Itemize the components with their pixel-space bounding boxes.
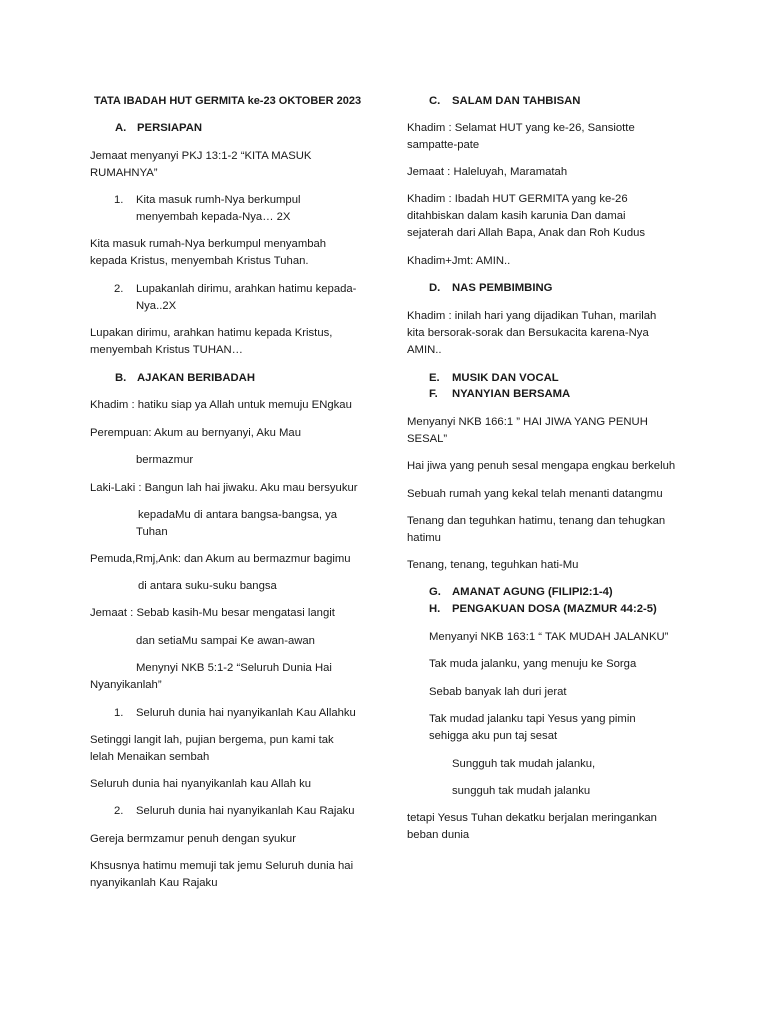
speaker-line: Jemaat : Sebab kasih-Mu besar mengatasi langit — [90, 607, 335, 619]
verse-line: Seluruh dunia hai nyanyikanlah Kau Rajaku — [136, 805, 355, 817]
song-intro-line: Menyanyi NKB 163:1 “ TAK MUDAH JALANKU” — [429, 631, 669, 643]
lyric-line: sungguh tak mudah jalanku — [452, 785, 591, 797]
verse-3-marker: 1. — [114, 707, 124, 719]
speaker-line: Perempuan: Akum au bernyanyi, Aku Mau — [90, 427, 301, 439]
speaker-line-continued: Tuhan — [136, 526, 168, 538]
section-b-title: AJAKAN BERIBADAH — [137, 372, 255, 384]
speaker-line: Khadim : Ibadah HUT GERMITA yang ke-26 — [407, 193, 628, 205]
lyric-line: beban dunia — [407, 829, 470, 841]
speaker-line: Pemuda,Rmj,Ank: dan Akum au bermazmur bagimu — [90, 553, 351, 565]
section-d-marker: D. — [429, 282, 441, 294]
speaker-line-continued: bermazmur — [136, 454, 194, 466]
lyric-line: Tak mudad jalanku tapi Yesus yang pimin — [429, 713, 636, 725]
paragraph-line: Khsusnya hatimu memuji tak jemu Seluruh dunia hai — [90, 860, 354, 872]
paragraph-line: Gereja bermzamur penuh dengan syukur — [90, 833, 296, 845]
section-h-marker: H. — [429, 603, 441, 615]
section-c-title: SALAM DAN TAHBISAN — [452, 95, 581, 107]
verse-line: menyembah kepada-Nya… 2X — [136, 211, 291, 223]
lyric-line: Tenang, tenang, teguhkan hati-Mu — [407, 559, 579, 571]
verse-line: Seluruh dunia hai nyanyikanlah Kau Allahku — [136, 707, 356, 719]
section-a-marker: A. — [115, 122, 127, 134]
section-e-title: MUSIK DAN VOCAL — [452, 372, 559, 384]
section-d-title: NAS PEMBIMBING — [452, 282, 553, 294]
lyric-line: Hai jiwa yang penuh sesal mengapa engkau berkeluh — [407, 460, 676, 472]
verse-1-marker: 1. — [114, 194, 124, 206]
paragraph-line: Seluruh dunia hai nyanyikanlah kau Allah ku — [90, 778, 312, 790]
paragraph-line: kepada Kristus, menyembah Kristus Tuhan. — [90, 255, 309, 267]
verse-line: Nya..2X — [136, 300, 177, 312]
paragraph-line: Setinggi langit lah, pujian bergema, pun kami tak — [90, 734, 334, 746]
lyric-line: Sebuah rumah yang kekal telah menanti datangmu — [407, 488, 663, 500]
song-intro-line: Menynyi NKB 5:1-2 “Seluruh Dunia Hai — [136, 662, 332, 674]
paragraph-line: menyembah Kristus TUHAN… — [90, 344, 243, 356]
speaker-line: kita bersorak-sorak dan Bersukacita karena-Nya — [407, 327, 649, 339]
lyric-line: sehigga aku pun taj sesat — [429, 730, 558, 742]
speaker-line: AMIN.. — [407, 344, 442, 356]
verse-4-marker: 2. — [114, 805, 124, 817]
lyric-line: tetapi Yesus Tuhan dekatku berjalan meringankan — [407, 812, 657, 824]
lyric-line: Sebab banyak lah duri jerat — [429, 686, 567, 698]
verse-line: Kita masuk rumh-Nya berkumpul — [136, 194, 301, 206]
speaker-line-continued: dan setiaMu sampai Ke awan-awan — [136, 635, 315, 647]
song-intro-line: SESAL” — [407, 433, 448, 445]
section-e-marker: E. — [429, 372, 440, 384]
section-a-title: PERSIAPAN — [137, 122, 203, 134]
lyric-line: Tak muda jalanku, yang menuju ke Sorga — [429, 658, 637, 670]
song-intro-line: Nyanyikanlah” — [90, 679, 162, 691]
speaker-line: Jemaat : Haleluyah, Maramatah — [407, 166, 568, 178]
lyric-line: Sungguh tak mudah jalanku, — [452, 758, 596, 770]
song-intro-line: Menyanyi NKB 166:1 ” HAI JIWA YANG PENUH — [407, 416, 648, 428]
lyric-line: hatimu — [407, 532, 441, 544]
speaker-line: Khadim+Jmt: AMIN.. — [407, 255, 511, 267]
speaker-line-continued: kepadaMu di antara bangsa-bangsa, ya — [138, 509, 338, 521]
section-f-marker: F. — [429, 388, 438, 400]
speaker-line: ditahbiskan dalam kasih karunia Dan damai — [407, 210, 626, 222]
speaker-line: sampatte-pate — [407, 139, 480, 151]
verse-2-marker: 2. — [114, 283, 124, 295]
speaker-line: sejaterah dari Allah Bapa, Anak dan Roh Kudus — [407, 227, 646, 239]
speaker-line: Khadim : hatiku siap ya Allah untuk memuju ENgkau — [90, 399, 352, 411]
paragraph-line: nyanyikanlah Kau Rajaku — [90, 877, 218, 889]
paragraph-line: Lupakan dirimu, arahkan hatimu kepada Kristus, — [90, 327, 333, 339]
section-f-title: NYANYIAN BERSAMA — [452, 388, 571, 400]
paragraph-line: RUMAHNYA” — [90, 167, 158, 179]
speaker-line-continued: di antara suku-suku bangsa — [138, 580, 277, 592]
section-c-marker: C. — [429, 95, 441, 107]
document-title: TATA IBADAH HUT GERMITA ke-23 OKTOBER 2023 — [94, 95, 362, 107]
section-g-marker: G. — [429, 586, 441, 598]
verse-line: Lupakanlah dirimu, arahkan hatimu kepada- — [136, 283, 357, 295]
section-h-title: PENGAKUAN DOSA (MAZMUR 44:2-5) — [452, 603, 657, 615]
paragraph-line: Kita masuk rumah-Nya berkumpul menyambah — [90, 238, 327, 250]
section-g-title: AMANAT AGUNG (FILIPI2:1-4) — [452, 586, 613, 598]
lyric-line: Tenang dan teguhkan hatimu, tenang dan tehugkan — [407, 515, 666, 527]
speaker-line: Laki-Laki : Bangun lah hai jiwaku. Aku mau bersyukur — [90, 482, 358, 494]
speaker-line: Khadim : Selamat HUT yang ke-26, Sansiotte — [407, 122, 635, 134]
paragraph-line: lelah Menaikan sembah — [90, 751, 210, 763]
paragraph-line: Jemaat menyanyi PKJ 13:1-2 “KITA MASUK — [90, 150, 312, 162]
section-b-marker: B. — [115, 372, 127, 384]
speaker-line: Khadim : inilah hari yang dijadikan Tuhan, marilah — [407, 310, 657, 322]
